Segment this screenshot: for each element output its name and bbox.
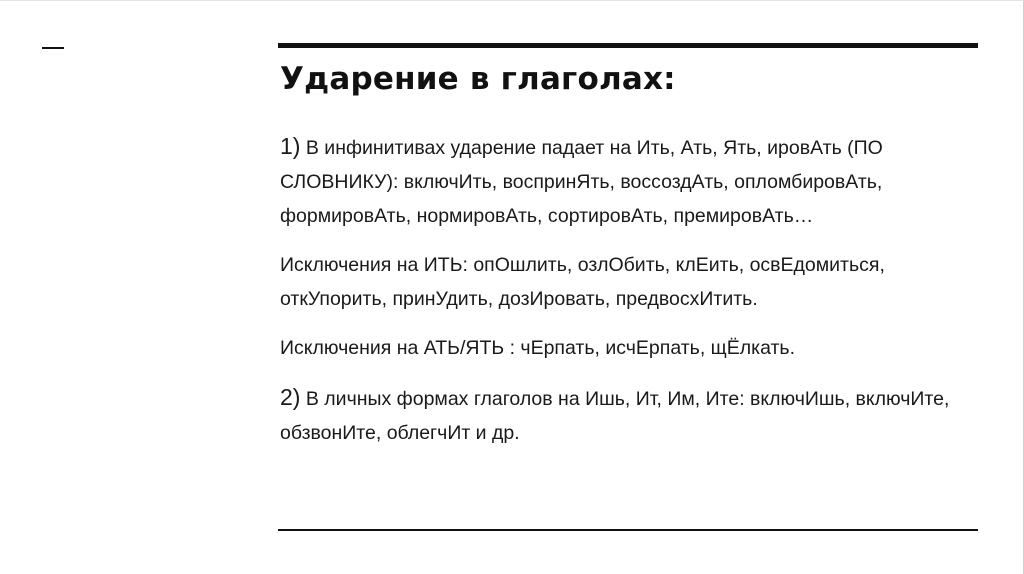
paragraph-number: 1) xyxy=(280,133,301,159)
paragraph-text: В личных формах глаголов на Ишь, Ит, Им, Ите: включИшь, включИте, обзвонИте, облегчИт и др. xyxy=(280,388,950,444)
top-rule xyxy=(278,43,978,48)
exceptions-paragraph-at-yat xyxy=(280,331,992,365)
bottom-rule xyxy=(278,529,978,531)
paragraph-text: В инфинитивах ударение падает на Ить, Ать, Ять, ировАть (ПО СЛОВНИКУ): включИть, воспринЯть, воссоздАть, опломбировАть, формировАть, нормировАть, сортировАть, премировАть… xyxy=(280,137,883,227)
slide-title: Ударение в глаголах: xyxy=(280,61,676,97)
rule-paragraph-personal-forms xyxy=(280,380,992,450)
slide-body xyxy=(280,129,992,465)
paragraph-text: Исключения на АТЬ/ЯТЬ : чЕрпать, исчЕрпать, щЁлкать. xyxy=(280,337,795,359)
corner-dash-decoration xyxy=(42,47,64,49)
rule-paragraph-infinitives xyxy=(280,129,992,233)
paragraph-text: Исключения на ИТЬ: опОшлить, озлОбить, клЕить, освЕдомиться, откУпорить, принУдить, дозИровать, предвосхИтить. xyxy=(280,254,885,310)
exceptions-paragraph-it xyxy=(280,248,992,316)
paragraph-number: 2) xyxy=(280,384,301,410)
